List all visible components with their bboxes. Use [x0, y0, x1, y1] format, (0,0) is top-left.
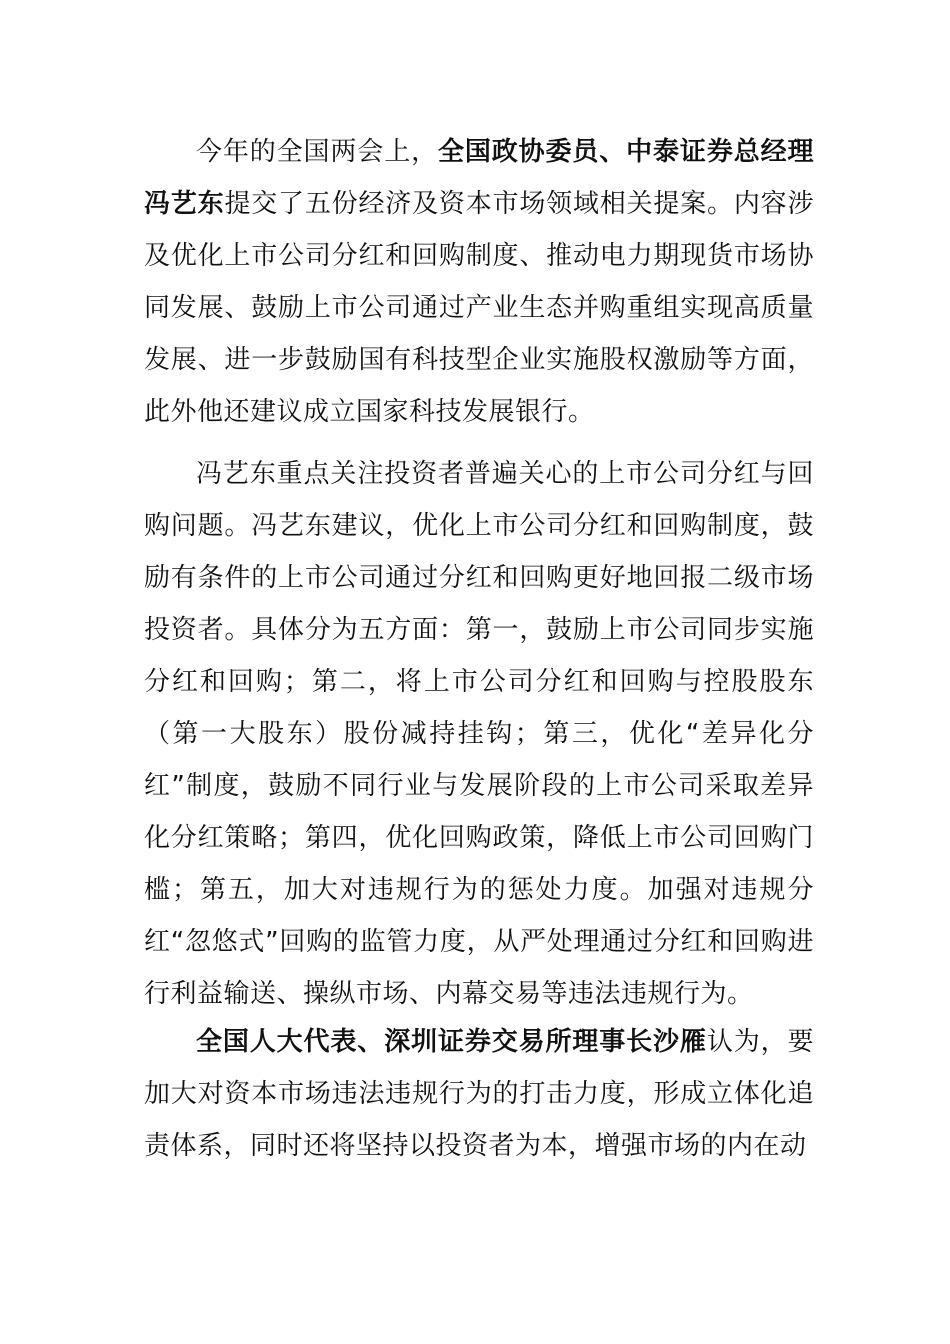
paragraph-1-text: 提交了五份经济及资本市场领域相关提案。内容涉及优化上市公司分红和回购制度、推动电力期现货市场协同发展、鼓励上市公司通过产业生态并购重组实现高质量发展、进一步鼓励国有科技型企业实施股权激励等方面，此外他还建议成立国家科技发展银行。: [144, 189, 814, 427]
paragraph-2: [144, 448, 814, 1020]
paragraph-1-bold-lead: 全国政协委员、中泰证券总经理冯艺东: [144, 137, 814, 219]
paragraph-1: [144, 126, 814, 438]
paragraph-1-prefix: 今年的全国两会上，: [196, 137, 438, 167]
paragraph-3-bold-lead: 全国人大代表、深圳证券交易所理事长沙雁: [196, 1027, 707, 1057]
paragraph-3: [144, 1016, 814, 1172]
paragraph-3-text: 认为，要加大对资本市场违法违规行为的打击力度，形成立体化追责体系，同时还将坚持以投资者为本，增强市场的内在动: [144, 1027, 814, 1161]
paragraph-2-text: 冯艺东重点关注投资者普遍关心的上市公司分红与回购问题。冯艺东建议，优化上市公司分红和回购制度，鼓励有条件的上市公司通过分红和回购更好地回报二级市场投资者。具体分为五方面：第一，鼓励上市公司同步实施分红和回购；第二，将上市公司分红和回购与控股股东（第一大股东）股份减持挂钩；第三，优化“差异化分红”制度，鼓励不同行业与发展阶段的上市公司采取差异化分红策略；第四，优化回购政策，降低上市公司回购门槛；第五，加大对违规行为的惩处力度。加强对违规分红“忽悠式”回购的监管力度，从严处理通过分红和回购进行利益输送、操纵市场、内幕交易等违法违规行为。: [144, 459, 814, 1009]
